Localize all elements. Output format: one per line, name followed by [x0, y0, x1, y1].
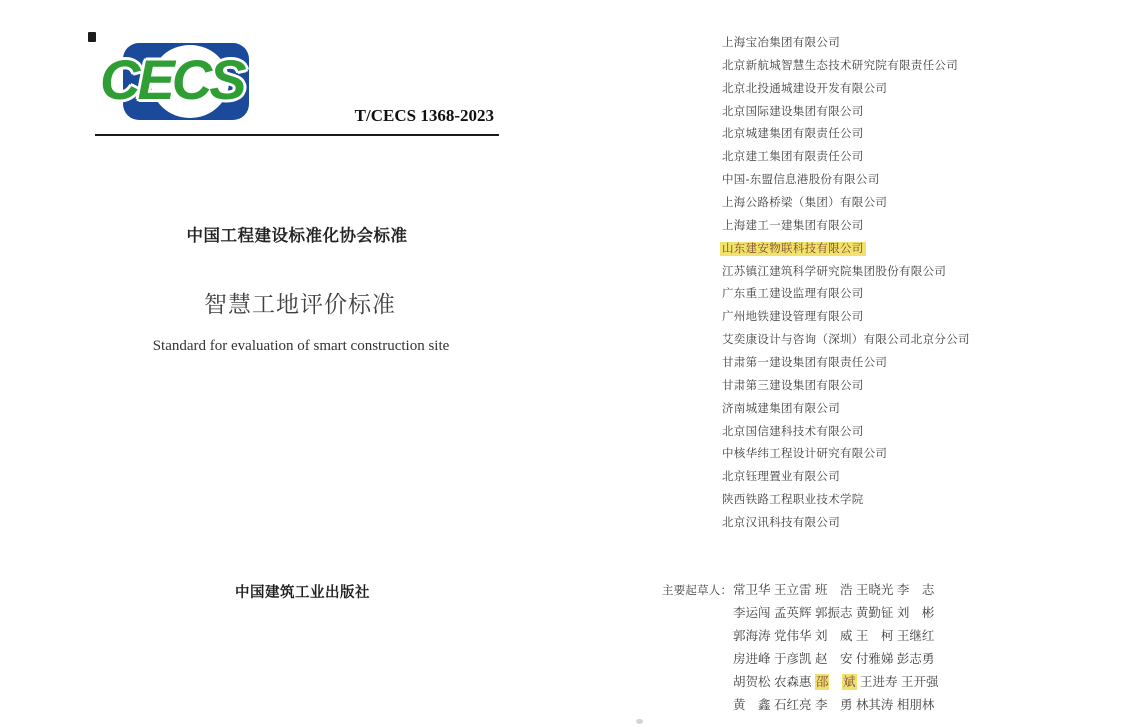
- company-row: [722, 146, 970, 169]
- company-name-highlighted: 山东建安物联科技有限公司: [722, 242, 864, 255]
- drafter-names-segment: 李运闯 孟英辉 郭振志 黄勤钲 刘 彬: [733, 606, 935, 621]
- company-name: 甘肃第一建设集团有限责任公司: [722, 357, 888, 370]
- drafter-names-segment: 王进寿 王开强: [856, 675, 939, 690]
- drafter-line: [662, 694, 938, 717]
- drafter-name-highlighted: 斌: [842, 675, 856, 690]
- company-name: 陕西铁路工程职业技术学院: [722, 494, 864, 507]
- company-row: [722, 512, 970, 535]
- company-name: 中核华纬工程设计研究有限公司: [722, 448, 888, 461]
- drafter-names-segment: 胡贺松 农森惠: [733, 675, 815, 690]
- drafter-line: [662, 625, 938, 648]
- company-name: 上海宝冶集团有限公司: [722, 37, 840, 49]
- company-row: [722, 169, 970, 192]
- company-name: 北京城建集团有限责任公司: [722, 128, 864, 141]
- english-subtitle: Standard for evaluation of smart construction site: [152, 338, 450, 354]
- company-row: [722, 192, 970, 215]
- company-row: [722, 398, 970, 421]
- company-row: [722, 489, 970, 512]
- drafter-names-segment: 郭海涛 党伟华 刘 威 王 柯 王继红: [733, 629, 935, 644]
- company-name: 北京新航城智慧生态技术研究院有限责任公司: [722, 59, 958, 72]
- company-name: 济南城建集团有限公司: [722, 402, 840, 415]
- company-row: [722, 78, 970, 101]
- company-row: [722, 55, 970, 78]
- drafter-lines: [662, 579, 938, 718]
- ink-mark: [88, 32, 96, 42]
- company-name: 北京建工集团有限责任公司: [722, 151, 864, 164]
- company-row: [722, 466, 970, 489]
- cecs-logo-text: CECS: [100, 48, 244, 111]
- company-name: 广东重工建设监理有限公司: [722, 288, 864, 301]
- drafters-block: [662, 579, 938, 718]
- company-list: [722, 32, 970, 535]
- company-name: 广州地铁建设管理有限公司: [722, 311, 864, 324]
- association-title: 中国工程建设标准化协会标准: [186, 227, 408, 245]
- drafter-names-segment: 黄 鑫 石红亮 李 勇 林其涛 相朋林: [733, 698, 935, 713]
- company-row: [722, 123, 970, 146]
- company-name: 北京国际建设集团有限公司: [722, 105, 864, 118]
- page-indicator-dot: [636, 719, 643, 724]
- standard-number: T/CECS 1368-2023: [354, 106, 494, 125]
- company-name: 北京北投通城建设开发有限公司: [722, 82, 888, 95]
- company-name: 艾奕康设计与咨询（深圳）有限公司北京分公司: [722, 334, 970, 347]
- drafter-names-segment: [829, 675, 842, 689]
- company-row: [722, 215, 970, 238]
- company-name: 甘肃第三建设集团有限公司: [722, 379, 864, 392]
- company-name: 北京钰理置业有限公司: [722, 471, 840, 484]
- company-name: 上海建工一建集团有限公司: [722, 219, 864, 232]
- company-row: [722, 101, 970, 124]
- company-name: 上海公路桥梁（集团）有限公司: [722, 197, 888, 210]
- company-row: [722, 283, 970, 306]
- drafter-name-highlighted: 邵: [815, 675, 829, 690]
- company-row: [722, 238, 970, 261]
- company-row: [722, 421, 970, 444]
- drafter-line: [662, 579, 938, 602]
- cecs-logo: [98, 40, 268, 124]
- company-name: 江苏镇江建筑科学研究院集团股份有限公司: [722, 265, 947, 278]
- company-name: 北京国信建科技术有限公司: [722, 425, 864, 438]
- company-row: [722, 352, 970, 375]
- drafter-names-segment: 房进峰 于彦凯 赵 安 付雅娣 彭志勇: [733, 652, 935, 667]
- company-row: [722, 306, 970, 329]
- drafters-label: 主要起草人：: [662, 585, 733, 597]
- company-name: 中国-东盟信息港股份有限公司: [722, 174, 880, 187]
- page-title: 智慧工地评价标准: [204, 291, 396, 317]
- drafter-names-segment: 常卫华 王立雷 班 浩 王晓光 李 志: [733, 583, 935, 597]
- company-name: 北京汉讯科技有限公司: [722, 517, 840, 530]
- cover-divider-rule: [95, 134, 499, 136]
- drafter-line: [662, 602, 938, 625]
- company-row: [722, 375, 970, 398]
- company-row: [722, 329, 970, 352]
- drafter-line: [662, 648, 938, 671]
- company-row: [722, 32, 970, 55]
- drafter-line: [662, 671, 938, 694]
- company-row: [722, 261, 970, 284]
- company-row: [722, 443, 970, 466]
- publisher-name: 中国建筑工业出版社: [235, 585, 370, 601]
